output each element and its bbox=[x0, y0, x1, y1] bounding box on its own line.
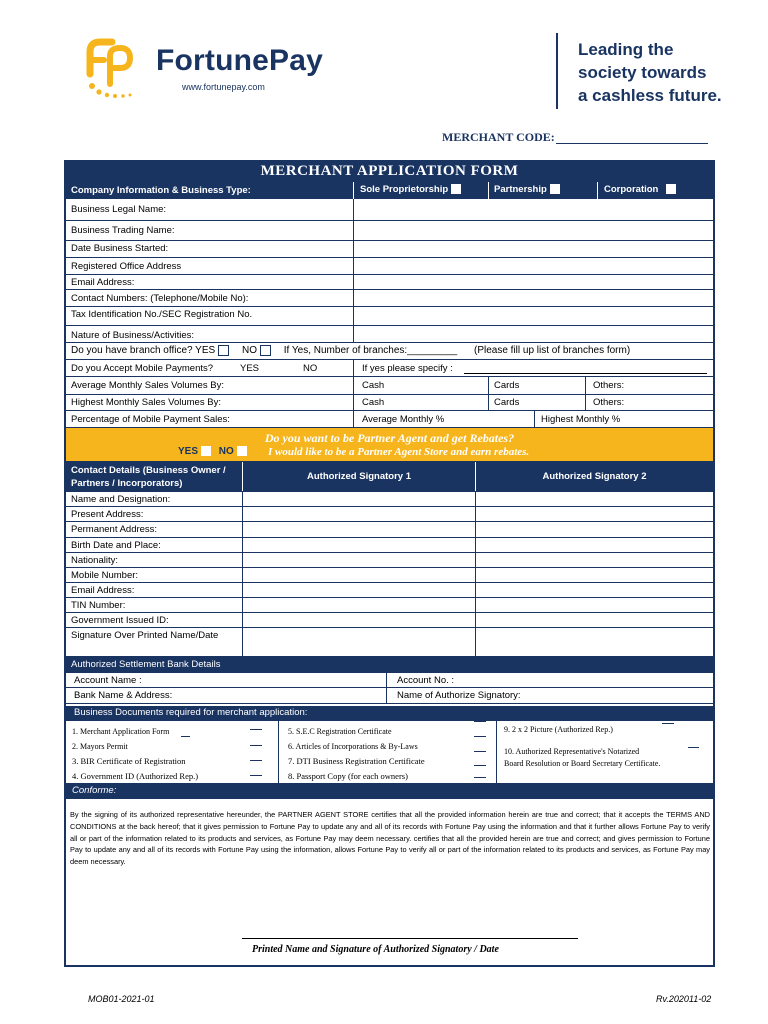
contact-row bbox=[66, 507, 713, 522]
tagline-line-2: society towards bbox=[578, 63, 707, 82]
contact-row bbox=[66, 598, 713, 613]
corporation-checkbox[interactable] bbox=[666, 184, 676, 194]
contact-label: Mobile Number: bbox=[71, 570, 139, 581]
branch-count-field[interactable]: _________ bbox=[407, 345, 458, 357]
signatory-1-header: Authorized Signatory 1 bbox=[307, 471, 411, 482]
mobile-yes-checkbox[interactable] bbox=[262, 364, 271, 373]
document-item: 3. BIR Certificate of Registration bbox=[72, 756, 186, 766]
document-item: 5. S.E.C Registration Certificate bbox=[288, 727, 392, 736]
field-label: Registered Office Address bbox=[71, 261, 182, 272]
company-info-header bbox=[66, 182, 713, 199]
contact-label: Government Issued ID: bbox=[71, 615, 169, 626]
mobile-no-label: NO bbox=[303, 363, 318, 374]
contact-label: Present Address: bbox=[71, 509, 144, 520]
contact-label: Email Address: bbox=[71, 585, 135, 596]
partner-no-label: NO bbox=[218, 446, 234, 457]
signatory-2-header: Authorized Signatory 2 bbox=[542, 471, 647, 482]
percentage-highest: Highest Monthly % bbox=[541, 414, 621, 425]
field-label: Date Business Started: bbox=[71, 243, 169, 254]
contact-row bbox=[66, 492, 713, 507]
sales-cash: Cash bbox=[362, 380, 385, 391]
contact-row bbox=[66, 568, 713, 583]
bank-details-title: Authorized Settlement Bank Details bbox=[71, 659, 221, 670]
merchant-code-label: MERCHANT CODE: bbox=[442, 130, 555, 144]
contact-row bbox=[66, 522, 713, 538]
partner-yes-checkbox[interactable] bbox=[201, 446, 211, 456]
document-item: 4. Government ID (Authorized Rep.) bbox=[72, 771, 199, 781]
contact-details-title: Contact Details (Business Owner / Partners / Incorporators) bbox=[71, 465, 226, 489]
signature-label: Printed Name and Signature of Authorized Signatory / Date bbox=[252, 944, 499, 955]
company-info-title: Company Information & Business Type: bbox=[71, 185, 251, 196]
document-item: 8. Passport Copy (for each owners) bbox=[288, 771, 408, 781]
branch-note: (Please fill up list of branches form) bbox=[474, 345, 631, 357]
partnership-checkbox[interactable] bbox=[550, 184, 560, 194]
field-row bbox=[66, 290, 713, 307]
document-item: 10. Authorized Representative's Notarized bbox=[504, 747, 640, 756]
field-label: Business Trading Name: bbox=[71, 225, 175, 236]
contact-label: Nationality: bbox=[71, 555, 118, 566]
branch-office-row bbox=[66, 343, 713, 360]
contact-details-header bbox=[66, 462, 713, 492]
partner-agent-banner bbox=[66, 428, 713, 462]
contact-label: Signature Over Printed Name/Date bbox=[71, 630, 219, 641]
type-sole-label: Sole Proprietorship bbox=[360, 184, 449, 195]
signature-line[interactable] bbox=[242, 938, 578, 939]
mobile-yes-label: YES bbox=[240, 363, 260, 374]
field-row bbox=[66, 326, 713, 343]
mobile-payments-row bbox=[66, 360, 713, 377]
conforme-title: Conforme: bbox=[72, 785, 117, 796]
type-sole-proprietorship[interactable] bbox=[360, 184, 461, 195]
field-label: Contact Numbers: (Telephone/Mobile No): bbox=[71, 293, 249, 304]
brand-name: FortunePay bbox=[156, 44, 324, 77]
contact-row bbox=[66, 553, 713, 568]
bank-row bbox=[66, 673, 713, 688]
merchant-code-field[interactable] bbox=[556, 143, 708, 144]
percentage-average: Average Monthly % bbox=[362, 414, 445, 425]
branch-yes-label: YES bbox=[195, 345, 216, 357]
branch-no-label: NO bbox=[241, 345, 257, 357]
bank-details-header bbox=[66, 657, 713, 673]
mobile-specify: If yes please specify : bbox=[362, 363, 453, 374]
document-item: 2. Mayors Permit bbox=[72, 742, 128, 751]
field-label: Tax Identification No./SEC Registration No. bbox=[71, 309, 253, 320]
branch-no-checkbox[interactable] bbox=[260, 345, 271, 356]
bank-account-name: Account Name : bbox=[74, 675, 142, 686]
branch-question: Do you have branch office? bbox=[71, 345, 193, 357]
tagline-line-1: Leading the bbox=[578, 40, 674, 59]
field-row bbox=[66, 307, 713, 326]
sales-cash: Cash bbox=[362, 397, 385, 408]
document-item: 9. 2 x 2 Picture (Authorized Rep.) bbox=[504, 725, 613, 734]
mobile-question: Do you Accept Mobile Payments? bbox=[71, 363, 214, 374]
document-item: 7. DTI Business Registration Certificate bbox=[288, 756, 425, 766]
header-divider bbox=[556, 33, 558, 109]
bank-signatory: Name of Authorize Signatory: bbox=[397, 690, 521, 701]
percentage-label: Percentage of Mobile Payment Sales: bbox=[71, 414, 230, 425]
document-item: 6. Articles of Incorporations & By-Laws bbox=[288, 742, 418, 751]
field-label: Nature of Business/Activities: bbox=[71, 330, 195, 341]
sales-cards: Cards bbox=[494, 397, 520, 408]
tagline-line-3: a cashless future. bbox=[578, 86, 722, 105]
sole-checkbox[interactable] bbox=[451, 184, 461, 194]
form-code: MOB01-2021-01 bbox=[88, 994, 155, 1004]
type-partnership-label: Partnership bbox=[494, 184, 547, 195]
branch-if-yes: If Yes, Number of branches: bbox=[283, 345, 408, 357]
sales-cards: Cards bbox=[494, 380, 520, 391]
branch-yes-checkbox[interactable] bbox=[218, 345, 229, 356]
field-row bbox=[66, 275, 713, 290]
documents-title: Business Documents required for merchant application: bbox=[74, 707, 308, 718]
field-row bbox=[66, 221, 713, 241]
mobile-no-checkbox[interactable] bbox=[320, 364, 329, 373]
partner-statement: I would like to be a Partner Agent Store and earn rebates. bbox=[268, 446, 530, 458]
contact-row bbox=[66, 583, 713, 598]
partner-no-checkbox[interactable] bbox=[237, 446, 247, 456]
contact-row bbox=[66, 628, 713, 657]
document-checkbox[interactable] bbox=[181, 727, 190, 737]
sales-row bbox=[66, 377, 713, 395]
partner-question: Do you want to be Partner Agent and get Rebates? bbox=[264, 431, 515, 445]
sales-row bbox=[66, 395, 713, 411]
sales-others: Others: bbox=[593, 397, 625, 408]
field-label: Email Address: bbox=[71, 277, 135, 288]
tagline bbox=[578, 38, 722, 107]
type-corporation-label: Corporation bbox=[604, 184, 659, 195]
sales-label: Average Monthly Sales Volumes By: bbox=[71, 380, 224, 391]
documents-list bbox=[66, 721, 713, 784]
type-partnership[interactable] bbox=[494, 184, 560, 195]
bank-name-address: Bank Name & Address: bbox=[74, 690, 173, 701]
conforme-text: By the signing of its authorized representative hereunder, the PARTNER AGENT STORE certifies that all the provided information herein are true and correct; that it accepts the TERMS AND CONDITIONS at the back hereof; that it gives permission to Fortune Pay to update any and all of its records with Fortune Pay using the information and that it further allows Fortune Pay to verify all or part of the information related to its products and services, as Fortune Pay may deem necessary. certifies that all the provided herein are true and correct; and gives permission to Fortune Pay to update any and all of its records with Fortune Pay using the information, allows Fortune Pay to verify all or part of the information related to its products and services, as Fortune Pay may deem necessary. bbox=[70, 810, 710, 867]
contact-row bbox=[66, 613, 713, 628]
field-row bbox=[66, 199, 713, 221]
form-title-bar bbox=[66, 162, 713, 182]
field-label: Business Legal Name: bbox=[71, 204, 167, 215]
type-corporation[interactable] bbox=[604, 184, 676, 195]
sales-label: Highest Monthly Sales Volumes By: bbox=[71, 397, 221, 408]
sales-others: Others: bbox=[593, 380, 625, 391]
document-item: 1. Merchant Application Form bbox=[72, 724, 198, 739]
revision-code: Rv.202011-02 bbox=[656, 994, 712, 1004]
fortunepay-logo-icon bbox=[86, 38, 134, 102]
contact-label: TIN Number: bbox=[71, 600, 126, 611]
documents-header bbox=[66, 706, 713, 721]
percentage-row bbox=[66, 411, 713, 428]
bank-account-no: Account No. : bbox=[397, 675, 455, 686]
contact-label: Name and Designation: bbox=[71, 494, 171, 505]
mobile-specify-field[interactable] bbox=[464, 373, 707, 374]
conforme-header bbox=[66, 784, 713, 799]
form-title: MERCHANT APPLICATION FORM bbox=[260, 163, 519, 179]
contact-label: Birth Date and Place: bbox=[71, 540, 161, 551]
contact-label: Permanent Address: bbox=[71, 524, 158, 535]
partner-yes-label: YES bbox=[178, 446, 199, 457]
contact-row bbox=[66, 538, 713, 553]
field-row bbox=[66, 258, 713, 275]
bank-row bbox=[66, 688, 713, 704]
field-row bbox=[66, 241, 713, 258]
document-item: Board Resolution or Board Secretary Certificate. bbox=[504, 759, 661, 768]
brand-url[interactable]: www.fortunepay.com bbox=[182, 82, 265, 92]
